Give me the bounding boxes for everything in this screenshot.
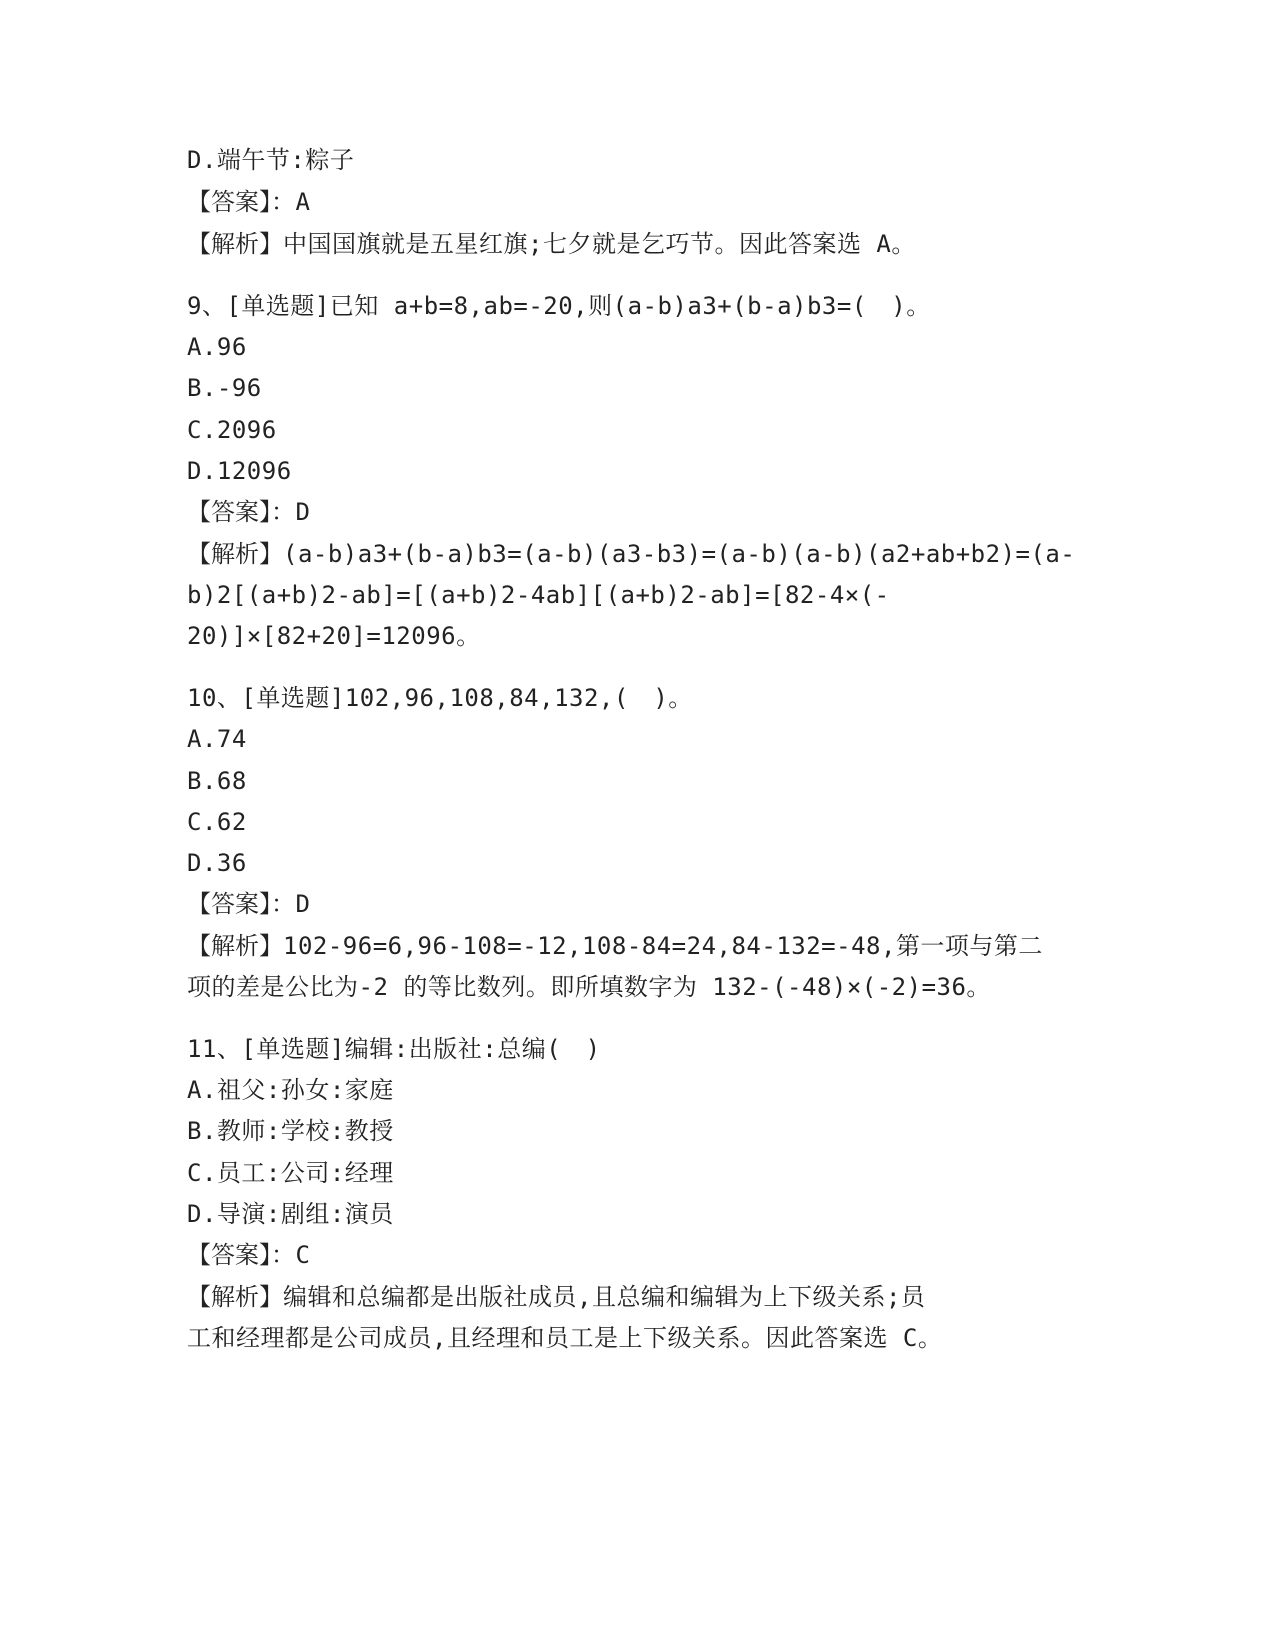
question-9-explain-1 [187, 534, 1075, 574]
prev-explain-line [187, 224, 916, 264]
question-10-stem: 10、[单选题]102,96,108,84,132,( )。 [187, 684, 693, 712]
question-9-option-a: A.96 [187, 333, 247, 361]
explain-label: 【解析】 [187, 1283, 283, 1311]
answer-value: ：C [271, 1241, 311, 1269]
explain-text: 中国国旗就是五星红旗;七夕就是乞巧节。因此答案选 A。 [283, 230, 916, 258]
question-9-option-c: C.2096 [187, 416, 277, 444]
prev-answer-line [187, 182, 310, 222]
answer-label: 【答案】 [187, 188, 271, 216]
question-9-answer [187, 492, 310, 532]
answer-label: 【答案】 [187, 890, 271, 918]
question-10-explain-1 [187, 926, 1043, 966]
explain-text: 102-96=6,96-108=-12,108-84=24,84-132=-48,第一项与第二 [283, 932, 1043, 960]
explain-text: (a-b)a3+(b-a)b3=(a-b)(a3-b3)=(a-b)(a-b)(a2+ab+b2)=(a- [283, 540, 1076, 568]
question-9-explain-3: 20)]×[82+20]=12096。 [187, 622, 481, 650]
answer-value: ：D [271, 498, 311, 526]
explain-label: 【解析】 [187, 932, 283, 960]
explain-label: 【解析】 [187, 540, 283, 568]
question-11-option-c: C.员工:公司:经理 [187, 1159, 394, 1187]
explain-label: 【解析】 [187, 230, 283, 258]
answer-label: 【答案】 [187, 1241, 271, 1269]
question-10-option-c: C.62 [187, 808, 247, 836]
question-9-stem: 9、[单选题]已知 a+b=8,ab=-20,则(a-b)a3+(b-a)b3=( )。 [187, 292, 931, 320]
question-10-answer [187, 884, 310, 924]
question-10-option-a: A.74 [187, 725, 247, 753]
question-10-explain-2: 项的差是公比为-2 的等比数列。即所填数字为 132-(-48)×(-2)=36。 [187, 973, 991, 1001]
question-9-option-d: D.12096 [187, 457, 292, 485]
question-11-option-d: D.导演:剧组:演员 [187, 1200, 394, 1228]
answer-label: 【答案】 [187, 498, 271, 526]
question-11-answer [187, 1235, 310, 1275]
question-10-option-d: D.36 [187, 849, 247, 877]
question-9-explain-2: b)2[(a+b)2-ab]=[(a+b)2-4ab][(a+b)2-ab]=[82-4×(- [187, 581, 890, 609]
question-11-explain-1 [187, 1277, 925, 1317]
answer-value: ：D [271, 890, 311, 918]
question-11-stem: 11、[单选题]编辑:出版社:总编( ) [187, 1035, 601, 1063]
question-11-explain-2: 工和经理都是公司成员,且经理和员工是上下级关系。因此答案选 C。 [187, 1324, 943, 1352]
question-11-option-a: A.祖父:孙女:家庭 [187, 1076, 394, 1104]
question-11-option-b: B.教师:学校:教授 [187, 1117, 394, 1145]
answer-value: ：A [271, 188, 311, 216]
question-10-option-b: B.68 [187, 767, 247, 795]
prev-option-d: D.端午节:粽子 [187, 146, 355, 174]
question-9-option-b: B.-96 [187, 374, 262, 402]
explain-text: 编辑和总编都是出版社成员,且总编和编辑为上下级关系;员 [283, 1283, 926, 1311]
